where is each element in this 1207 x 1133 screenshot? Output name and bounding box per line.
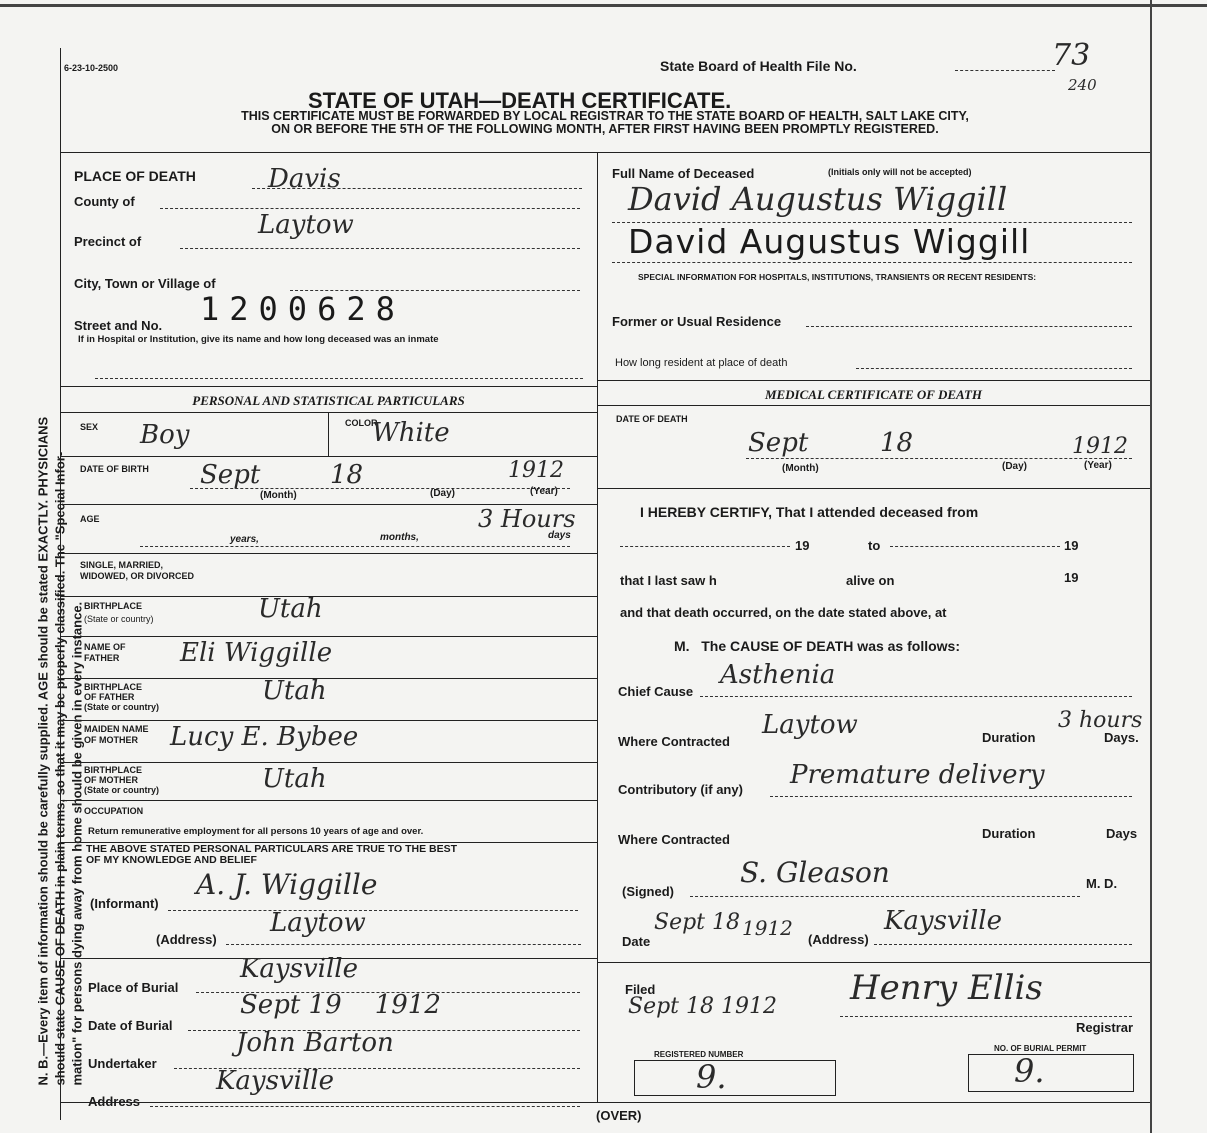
date-value: Sept 18 (654, 910, 741, 935)
sex-color-divider (328, 412, 329, 456)
chief-cause-line (700, 696, 1132, 697)
hospital-note: If in Hospital or Institution, give its name and how long deceased was an inmate (78, 334, 439, 345)
reg-number-box (634, 1060, 836, 1096)
undertaker-address-value: Kaysville (216, 1066, 334, 1096)
file-no-sub: 240 (1068, 76, 1097, 94)
color-label: COLOR (345, 418, 378, 428)
age-label: AGE (80, 514, 100, 524)
days-label: days (548, 530, 571, 541)
birthplace-state-label: (State or country) (84, 614, 154, 624)
frame-top (0, 4, 1207, 7)
sex-bottom (60, 456, 597, 457)
signed-label: (Signed) (622, 884, 674, 899)
marital-bottom (60, 596, 597, 597)
contributory-line (770, 796, 1132, 797)
personal-top (60, 386, 597, 387)
file-no: 73 (1052, 38, 1091, 73)
age-bottom (60, 553, 597, 554)
months-label: months, (380, 532, 419, 543)
dob-day: 18 (330, 460, 364, 490)
chief-cause-label: Chief Cause (618, 684, 694, 699)
street-label: Street and No. (74, 318, 163, 333)
reg-number-label: REGISTERED NUMBER (654, 1050, 744, 1059)
alive-on-label: alive on (846, 573, 895, 588)
date-address-value: Kaysville (884, 906, 1002, 936)
filed-top (597, 962, 1150, 963)
duration-days-label-2: Days (1106, 826, 1138, 841)
birthplace-bottom (60, 636, 597, 637)
burial-permit-label: NO. OF BURIAL PERMIT (994, 1044, 1087, 1053)
dod-month-label: (Month) (782, 463, 819, 474)
father-bottom (60, 678, 597, 679)
mother-value: Lucy E. Bybee (170, 722, 359, 752)
place-of-death-value: Davis (268, 164, 341, 194)
where-contracted-label-2: Where Contracted (618, 832, 730, 847)
name-note: (Initials only will not be accepted) (828, 167, 972, 177)
name-print: David Augustus Wiggill (628, 222, 1031, 261)
duration-value: 3 hours (1058, 708, 1143, 733)
resident-line (856, 368, 1132, 369)
mother-label: MAIDEN NAME OF MOTHER (84, 724, 149, 745)
personal-heading: PERSONAL AND STATISTICAL PARTICULARS (192, 393, 465, 408)
color-value: White (372, 418, 450, 448)
undertaker-value: John Barton (236, 1028, 394, 1058)
registrar-line (840, 1016, 1132, 1017)
page-title: STATE OF UTAH—DEATH CERTIFICATE. (308, 88, 732, 113)
md-label: M. D. (1086, 876, 1118, 891)
bp-father-value: Utah (262, 676, 327, 706)
form-code: 6-23-10-2500 (64, 63, 119, 73)
registrar-signature: Henry Ellis (850, 968, 1043, 1008)
years-label: years, (230, 534, 259, 545)
former-residence-label: Former or Usual Residence (612, 314, 782, 329)
special-info-heading: SPECIAL INFORMATION FOR HOSPITALS, INSTITUTIONS, TRANSIENTS OR RECENT RESIDENTS: (638, 272, 1037, 282)
duration-label-2: Duration (982, 826, 1036, 841)
precinct-label: Precinct of (74, 234, 142, 249)
dod-day-label: (Day) (1002, 461, 1028, 472)
side-note: N. B.—Every item of information should be carefully supplied. AGE should be stated EXACTLY. PHYSICIANS should state CAUSE OF DEATH in plain terms, so that it may be properly classified. The "Special Infor- mation" for persons dying away from home should be given in every instance. (35, 416, 85, 1086)
burial-place-label: Place of Burial (88, 980, 179, 995)
father-value: Eli Wiggille (180, 638, 333, 668)
dod-label: DATE OF DEATH (616, 414, 688, 424)
medical-top (597, 380, 1150, 381)
duration-days-label: Days. (1104, 730, 1139, 745)
to-19: 19 (1064, 538, 1079, 553)
where-contracted-value: Laytow (762, 710, 858, 740)
sex-value: Boy (140, 420, 190, 450)
age-line (140, 546, 570, 547)
reg-number-value: 9. (696, 1058, 727, 1096)
name-label: Full Name of Deceased (612, 166, 755, 181)
age-value: 3 Hours (478, 505, 576, 533)
informant-value: A. J. Wiggille (196, 868, 378, 901)
forwarding-notice: THIS CERTIFICATE MUST BE FORWARDED BY LOCAL REGISTRAR TO THE STATE BOARD OF HEALTH, SALT LAKE CITY, ON OR BEFORE THE 5TH OF THE FOLLOWING MONTH, AFTER FIRST HAVING BEEN PROMPTLY REGISTERED. (241, 109, 969, 136)
dod-month: Sept (748, 428, 809, 458)
date-address-label: (Address) (808, 932, 869, 947)
informant-line (168, 910, 578, 911)
burial-permit-box (968, 1054, 1134, 1092)
undertaker-label: Undertaker (88, 1056, 157, 1071)
signed-value: S. Gleason (740, 856, 890, 889)
frame-left (60, 48, 61, 1120)
true-statement: THE ABOVE STATED PERSONAL PARTICULARS ARE TRUE TO THE BEST OF MY KNOWLEDGE AND BELIEF (86, 843, 458, 866)
column-divider (597, 152, 598, 1102)
medical-heading: MEDICAL CERTIFICATE OF DEATH (764, 387, 983, 402)
burial-permit-value: 9. (1014, 1052, 1045, 1090)
over-label: (OVER) (596, 1108, 642, 1123)
contributory-value: Premature delivery (790, 760, 1045, 790)
dod-line (746, 458, 1132, 459)
marital-label: SINGLE, MARRIED, WIDOWED, OR DIVORCED (80, 560, 194, 581)
dob-line (190, 488, 570, 489)
date-year: 1912 (742, 916, 793, 940)
burial-place-value: Kaysville (240, 954, 358, 984)
to-label: to (868, 538, 881, 553)
bp-father-bottom (60, 720, 597, 721)
filed-value: Sept 18 1912 (628, 994, 777, 1019)
bp-father-label: BIRTHPLACE OF FATHER (State or country) (84, 682, 160, 712)
undertaker-address-label: Address (88, 1094, 141, 1109)
bottom-line (60, 1102, 1150, 1103)
name-line2 (612, 262, 1132, 263)
file-no-line (955, 70, 1055, 71)
mother-bottom (60, 762, 597, 763)
dod-year-label: (Year) (1084, 460, 1112, 471)
medical-heading-bottom (597, 405, 1150, 406)
from-line (620, 546, 790, 547)
former-residence-line (806, 326, 1132, 327)
precinct-line (180, 248, 580, 249)
dob-month-label: (Month) (260, 490, 297, 501)
name-script: David Augustus Wiggill (628, 180, 1008, 218)
bp-mother-bottom (60, 800, 597, 801)
dob-day-label: (Day) (430, 488, 456, 499)
county-line (160, 208, 580, 209)
alive-19: 19 (1064, 570, 1079, 585)
date-address-line (874, 944, 1132, 945)
date-label: Date (622, 934, 651, 949)
certify-line: I HEREBY CERTIFY, That I attended deceased from (640, 504, 979, 520)
duration-label: Duration (982, 730, 1036, 745)
sex-label: SEX (80, 422, 99, 432)
file-no-label: State Board of Health File No. (660, 58, 857, 74)
to-line (890, 546, 1060, 547)
dob-year-label: (Year) (530, 486, 558, 497)
precinct-value: Laytow (258, 210, 354, 240)
resident-label: How long resident at place of death (615, 357, 788, 369)
contributory-label: Contributory (if any) (618, 782, 743, 797)
place-line (252, 188, 582, 189)
informant-address-label: (Address) (156, 932, 217, 947)
birthplace-value: Utah (258, 594, 323, 624)
registrar-label: Registrar (1076, 1020, 1134, 1035)
burial-date-value: Sept 19 1912 (240, 990, 441, 1020)
dod-year: 1912 (1072, 434, 1128, 459)
informant-address-line (226, 944, 581, 945)
father-label: NAME OF FATHER (84, 642, 126, 663)
birthplace-label: BIRTHPLACE (84, 601, 142, 611)
last-saw-label: that I last saw h (620, 573, 717, 588)
death-occurred-label: and that death occurred, on the date stated above, at (620, 605, 947, 620)
main-top-line (60, 152, 1150, 153)
dob-label: DATE OF BIRTH (80, 464, 149, 474)
signed-line (690, 896, 1080, 897)
occupation-label: OCCUPATION (84, 806, 144, 816)
where-contracted-label: Where Contracted (618, 734, 730, 749)
city-label: City, Town or Village of (74, 276, 216, 291)
chief-cause-value: Asthenia (720, 660, 836, 690)
undertaker-address-line (150, 1106, 580, 1107)
place-of-death-label: PLACE OF DEATH (74, 168, 196, 184)
bp-mother-label: BIRTHPLACE OF MOTHER (State or country) (84, 765, 160, 795)
stamp-number: 1200628 (200, 290, 405, 328)
informant-address-value: Laytow (270, 908, 366, 938)
from-19: 19 (795, 538, 810, 553)
bp-mother-value: Utah (262, 764, 327, 794)
frame-right (1150, 0, 1152, 1133)
informant-label: (Informant) (90, 896, 159, 911)
dod-bottom (597, 488, 1150, 489)
county-label: County of (74, 194, 135, 209)
dob-year: 1912 (508, 458, 564, 483)
occupation-note: Return remunerative employment for all persons 10 years of age and over. (88, 826, 424, 837)
burial-date-label: Date of Burial (88, 1018, 173, 1033)
dod-day: 18 (880, 428, 914, 458)
dob-month: Sept (200, 460, 261, 490)
cause-line: M. The CAUSE OF DEATH was as follows: (674, 638, 960, 654)
filed-label: Filed (625, 982, 656, 997)
hospital-line (95, 378, 583, 379)
